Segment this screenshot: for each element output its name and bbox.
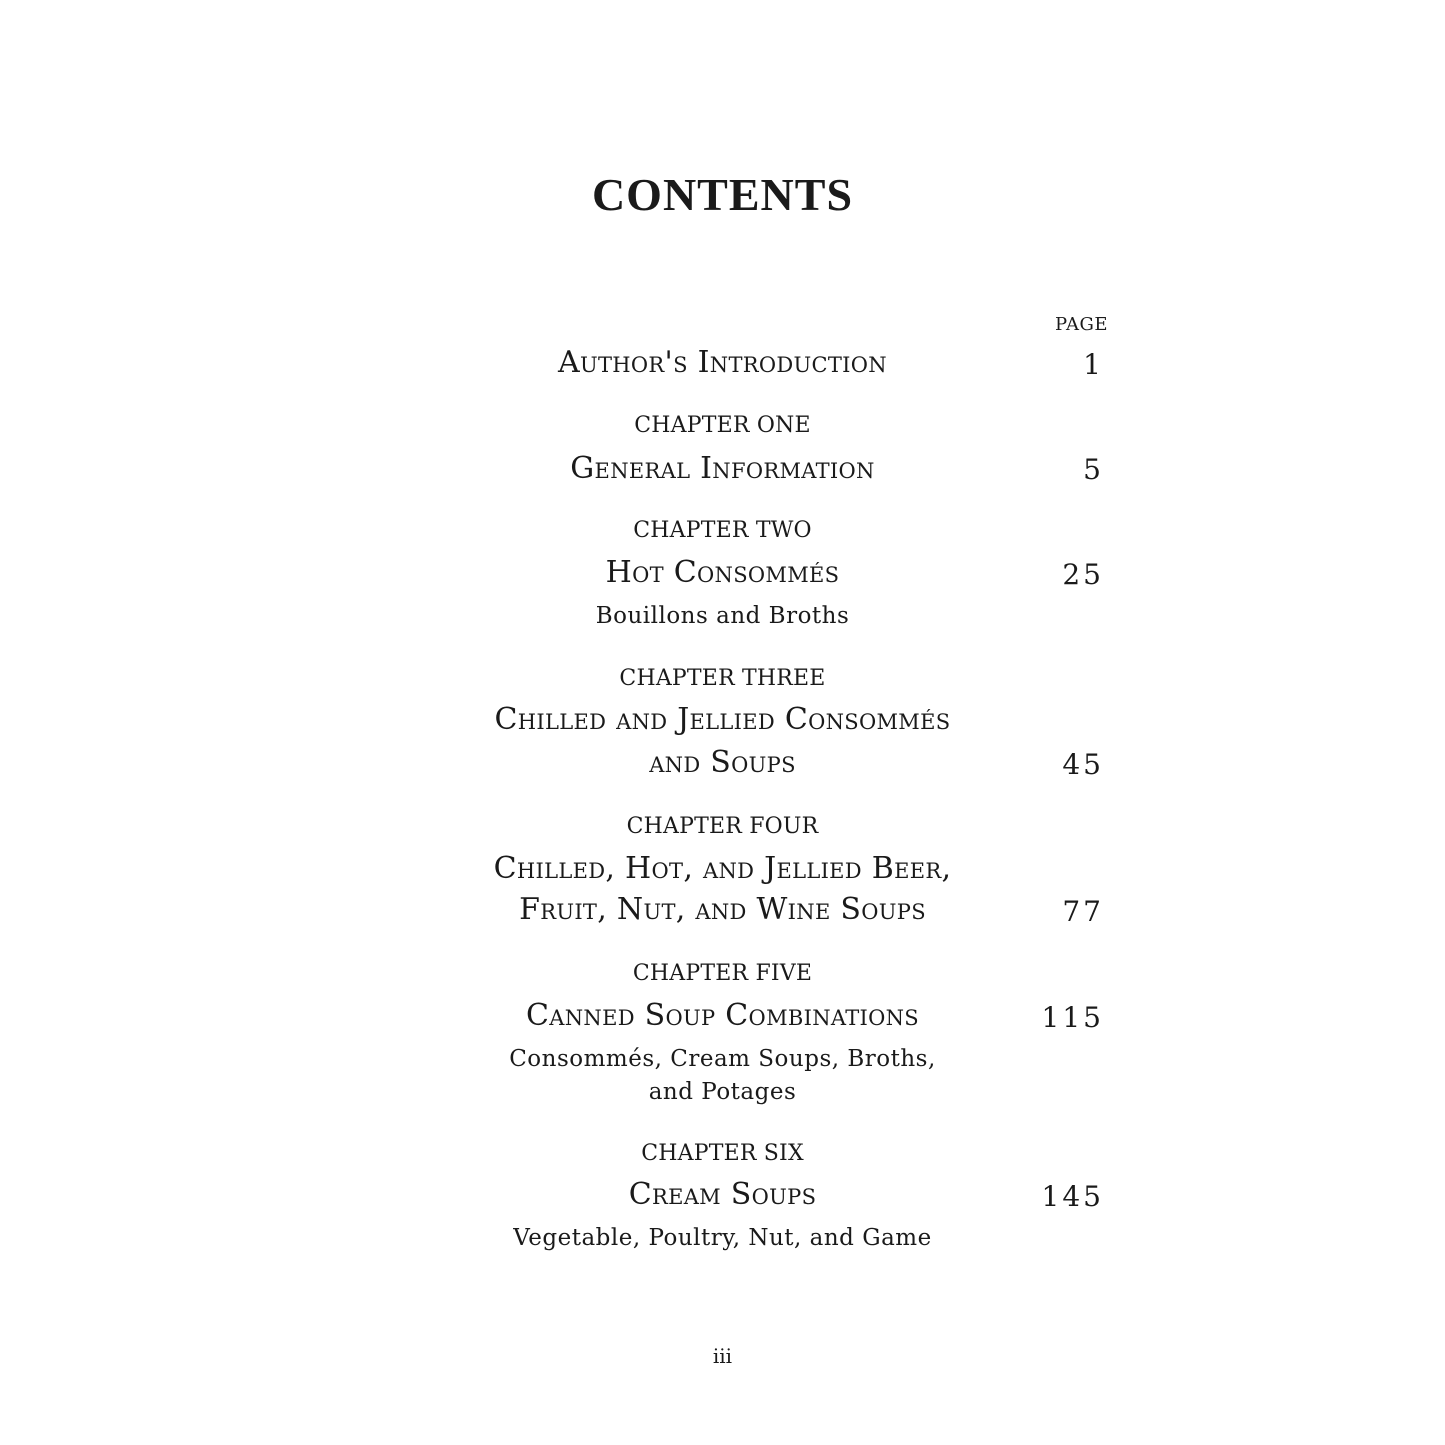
toc-entry-title[interactable]: Chilled, Hot, and Jellied Beer, (493, 851, 952, 886)
toc-entry-subtitle: Consommés, Cream Soups, Broths, (509, 1046, 936, 1072)
toc-entry-title[interactable]: Hot Consommés (605, 555, 840, 590)
toc-page-number: 115 (1041, 1001, 1104, 1034)
toc-entry-title[interactable]: Author's Introduction (558, 345, 887, 380)
toc-page-number: 1 (1083, 348, 1104, 381)
toc-entry-subtitle-line-2: and Potages (648, 1079, 797, 1105)
toc-entry-title-line-2[interactable]: Fruit, Nut, and Wine Soups (519, 892, 926, 927)
toc-entry-subtitle: Bouillons and Broths (595, 603, 850, 629)
toc-entry-subtitle: Vegetable, Poultry, Nut, and Game (513, 1225, 932, 1251)
page-title: CONTENTS (591, 169, 854, 220)
chapter-label: CHAPTER SIX (641, 1141, 804, 1166)
chapter-label: CHAPTER TWO (633, 518, 812, 543)
chapter-label: CHAPTER FIVE (632, 961, 813, 986)
chapter-label: CHAPTER ONE (634, 413, 811, 438)
toc-entry-title-line-2[interactable]: and Soups (649, 745, 796, 780)
toc-entry-title[interactable]: Canned Soup Combinations (526, 998, 919, 1033)
chapter-label: CHAPTER FOUR (626, 814, 819, 839)
toc-page-number: 145 (1041, 1180, 1104, 1213)
toc-page-number: 5 (1083, 453, 1104, 486)
toc-entry-title[interactable]: Cream Soups (628, 1177, 817, 1212)
page-folio: iii (712, 1344, 733, 1368)
toc-page-number: 77 (1062, 895, 1104, 928)
toc-page-number: 25 (1062, 558, 1104, 591)
toc-entry-title[interactable]: General Information (570, 451, 875, 486)
toc-page-number: 45 (1062, 748, 1104, 781)
chapter-label: CHAPTER THREE (619, 666, 826, 691)
page-column-label: PAGE (1055, 314, 1108, 335)
toc-entry-title[interactable]: Chilled and Jellied Consommés (494, 702, 951, 737)
